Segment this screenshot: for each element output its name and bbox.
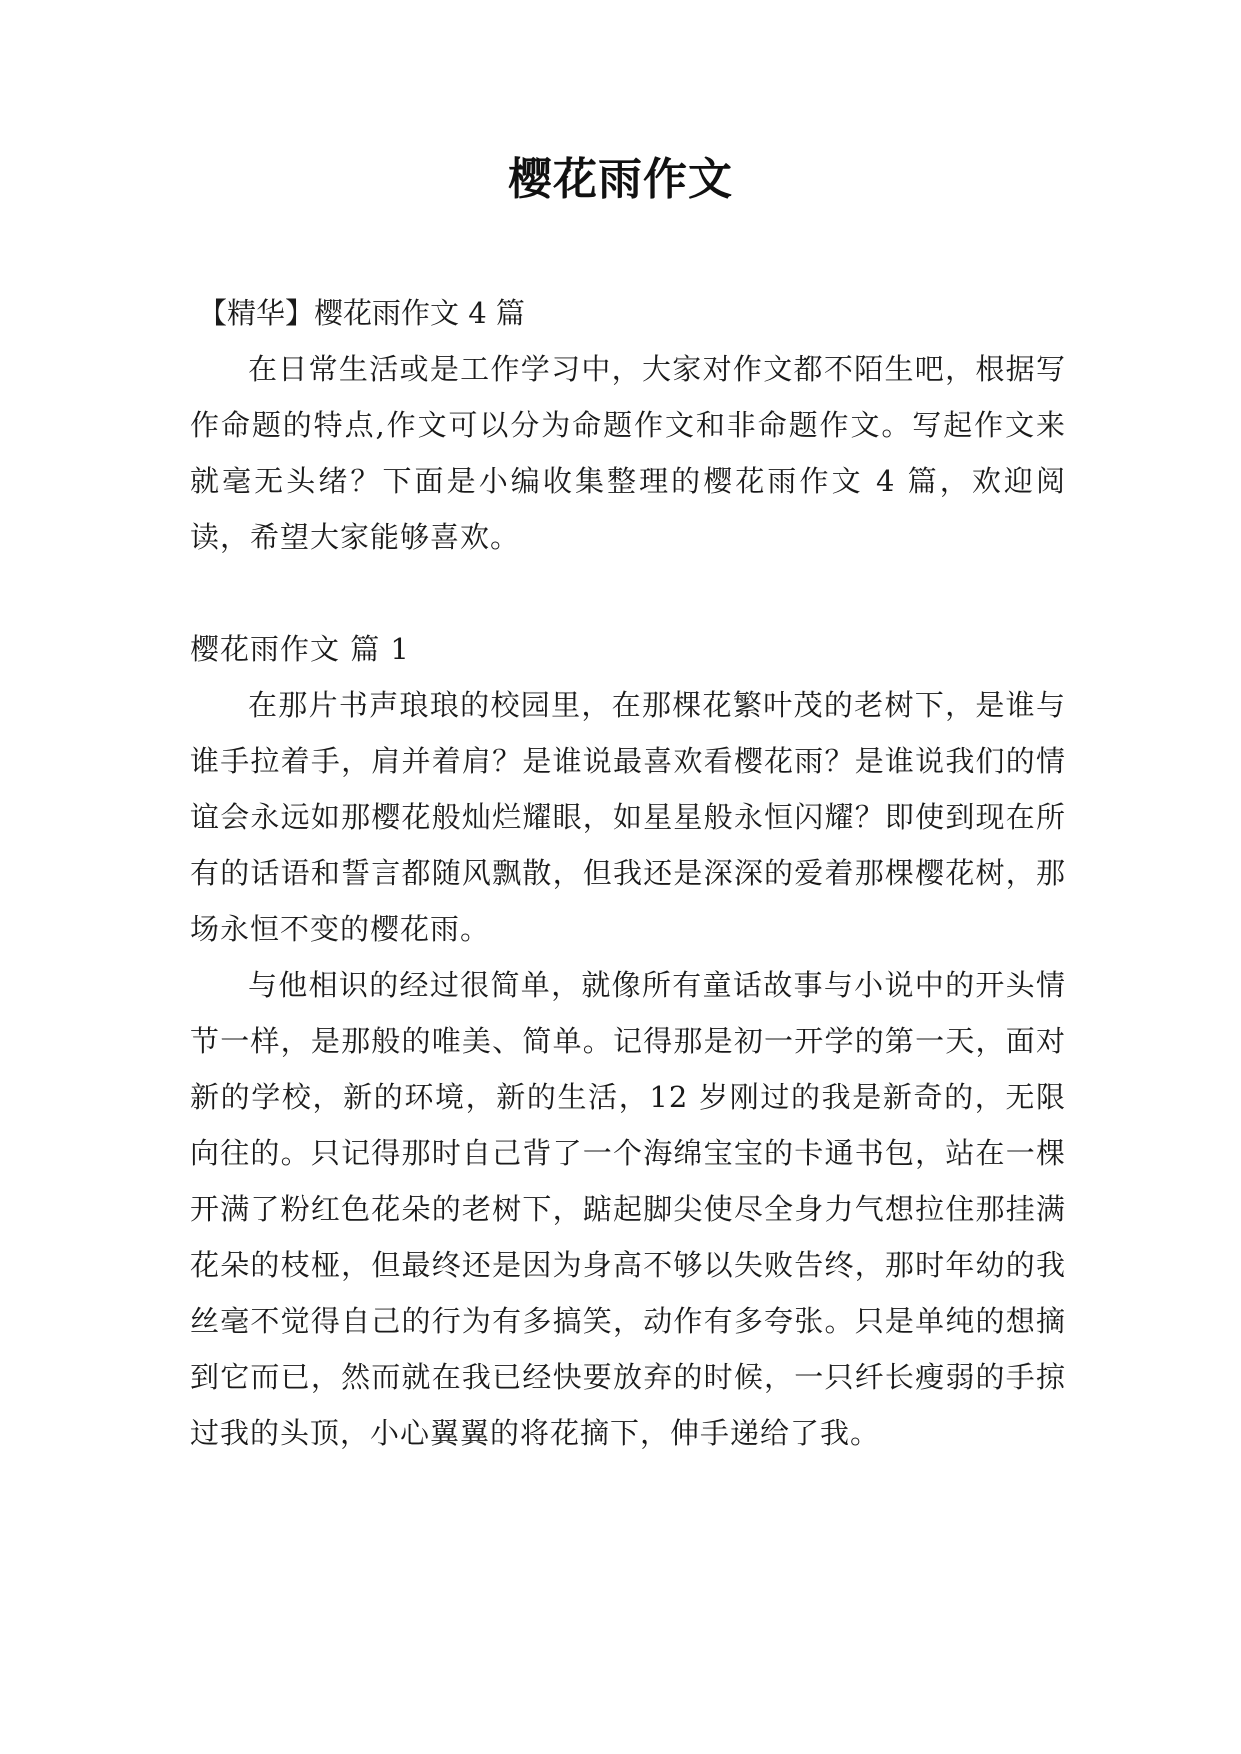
body-paragraph: 在那片书声琅琅的校园里，在那棵花繁叶茂的老树下，是谁与谁手拉着手，肩并着肩？是谁说最喜欢看樱花雨？是谁说我们的情谊会永远如那樱花般灿烂耀眼，如星星般永恒闪耀？即使到现在所有的话语和誓言都随风飘散，但我还是深深的爱着那棵樱花树，那场永恒不变的樱花雨。 — [190, 688, 1066, 946]
intro-paragraph: 在日常生活或是工作学习中，大家对作文都不陌生吧，根据写作命题的特点,作文可以分为命题作文和非命题作文。写起作文来就毫无头绪？下面是小编收集整理的樱花雨作文 4 篇，欢迎阅读，希望大家能够喜欢。 — [190, 352, 1066, 554]
section-heading: 樱花雨作文 篇 1 — [190, 632, 410, 666]
document-title: 樱花雨作文 — [508, 154, 733, 205]
document-body — [190, 285, 1066, 1461]
lead-line: 【精华】樱花雨作文 4 篇 — [198, 296, 525, 330]
body-paragraph: 与他相识的经过很简单，就像所有童话故事与小说中的开头情节一样，是那般的唯美、简单。记得那是初一开学的第一天，面对新的学校，新的环境，新的生活，12 岁刚过的我是新奇的，无限向往的。只记得那时自己背了一个海绵宝宝的卡通书包，站在一棵开满了粉红色花朵的老树下，踮起脚尖使尽全身力气想拉住那挂满花朵的枝桠，但最终还是因为身高不够以失败告终，那时年幼的我丝毫不觉得自己的行为有多搞笑，动作有多夸张。只是单纯的想摘到它而已，然而就在我已经快要放弃的时候，一只纤长瘦弱的手掠过我的头顶，小心翼翼的将花摘下，伸手递给了我。 — [190, 968, 1066, 1450]
